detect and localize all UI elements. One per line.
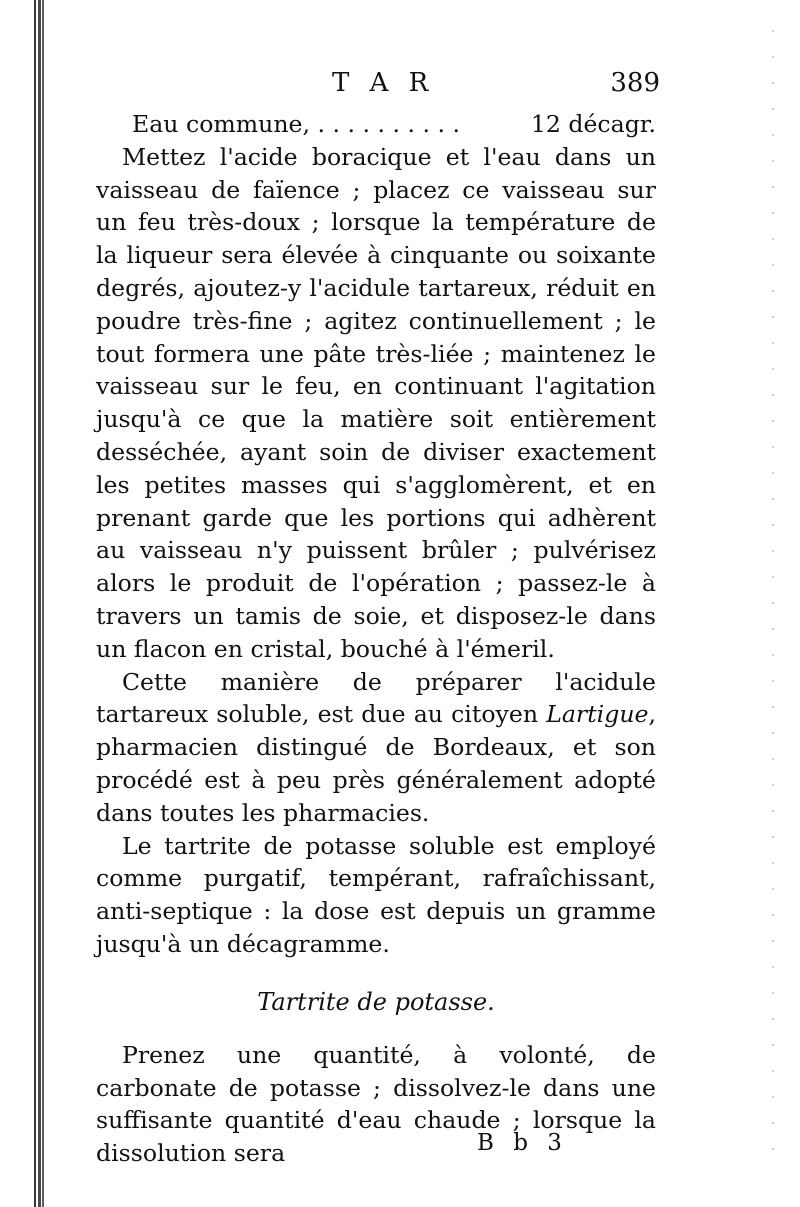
running-head: T A R [332, 68, 435, 98]
section-title: Tartrite de potasse. [257, 987, 495, 1016]
page-number: 389 [610, 68, 660, 98]
paragraph-usage: Le tartrite de potasse soluble est employé comme purgatif, tempérant, rafraîchissant, anti-septique : la dose est depuis un gramme jusqu'à un décagramme. [96, 831, 656, 958]
person-name: Lartigue [546, 700, 649, 729]
paragraph-method: Mettez l'acide boracique et l'eau dans un vaisseau de faïence ; placez ce vaisseau sur un feu très-doux ; lorsque la température de la liqueur sera élevée à cinquante ou soixante degrés, ajoutez-y l'acidule tartareux, réduit en poudre très-fine ; agitez continuellement ; le tout formera une pâte très-liée ; maintenez le vaisseau sur le feu, en continuant l'agitation jusqu'à ce que la matière soit entièrement desséchée, ayant soin de diviser exactement les petites masses qui s'agglomèrent, et en prenant garde que les portions qui adhèrent au vaisseau n'y puissent brûler ; pulvérisez alors le produit de l'opération ; passez-le à travers un tamis de soie, et disposez-le dans un flacon en cristal, bouché à l'émeril. [96, 142, 656, 663]
ingredient-line [96, 108, 656, 141]
page-text [96, 108, 656, 1170]
signature-mark: B b 3 [477, 1130, 568, 1156]
paragraph-origin-end: , pharmacien distingué de Bordeaux, et son procédé est à peu près généralement adopté dans toutes les pharmacies. [96, 700, 656, 827]
margin-noise [772, 30, 774, 1150]
paragraph-origin-start: Cette manière de préparer l'acidule tartareux soluble, est due au citoyen [96, 667, 656, 729]
paragraph-next-recipe: Prenez une quantité, à volonté, de carbonate de potasse ; dissolvez-le dans une suffisante quantité d'eau chaude ; lorsque la dissolution sera [96, 1040, 656, 1168]
ingredient-quantity: 12 décagr. [530, 110, 656, 138]
paragraph-origin [96, 666, 656, 830]
page-header [100, 64, 660, 102]
ingredient-name: Eau commune, . . . . . . . . . . [132, 110, 460, 138]
binding-edge [34, 0, 46, 1207]
